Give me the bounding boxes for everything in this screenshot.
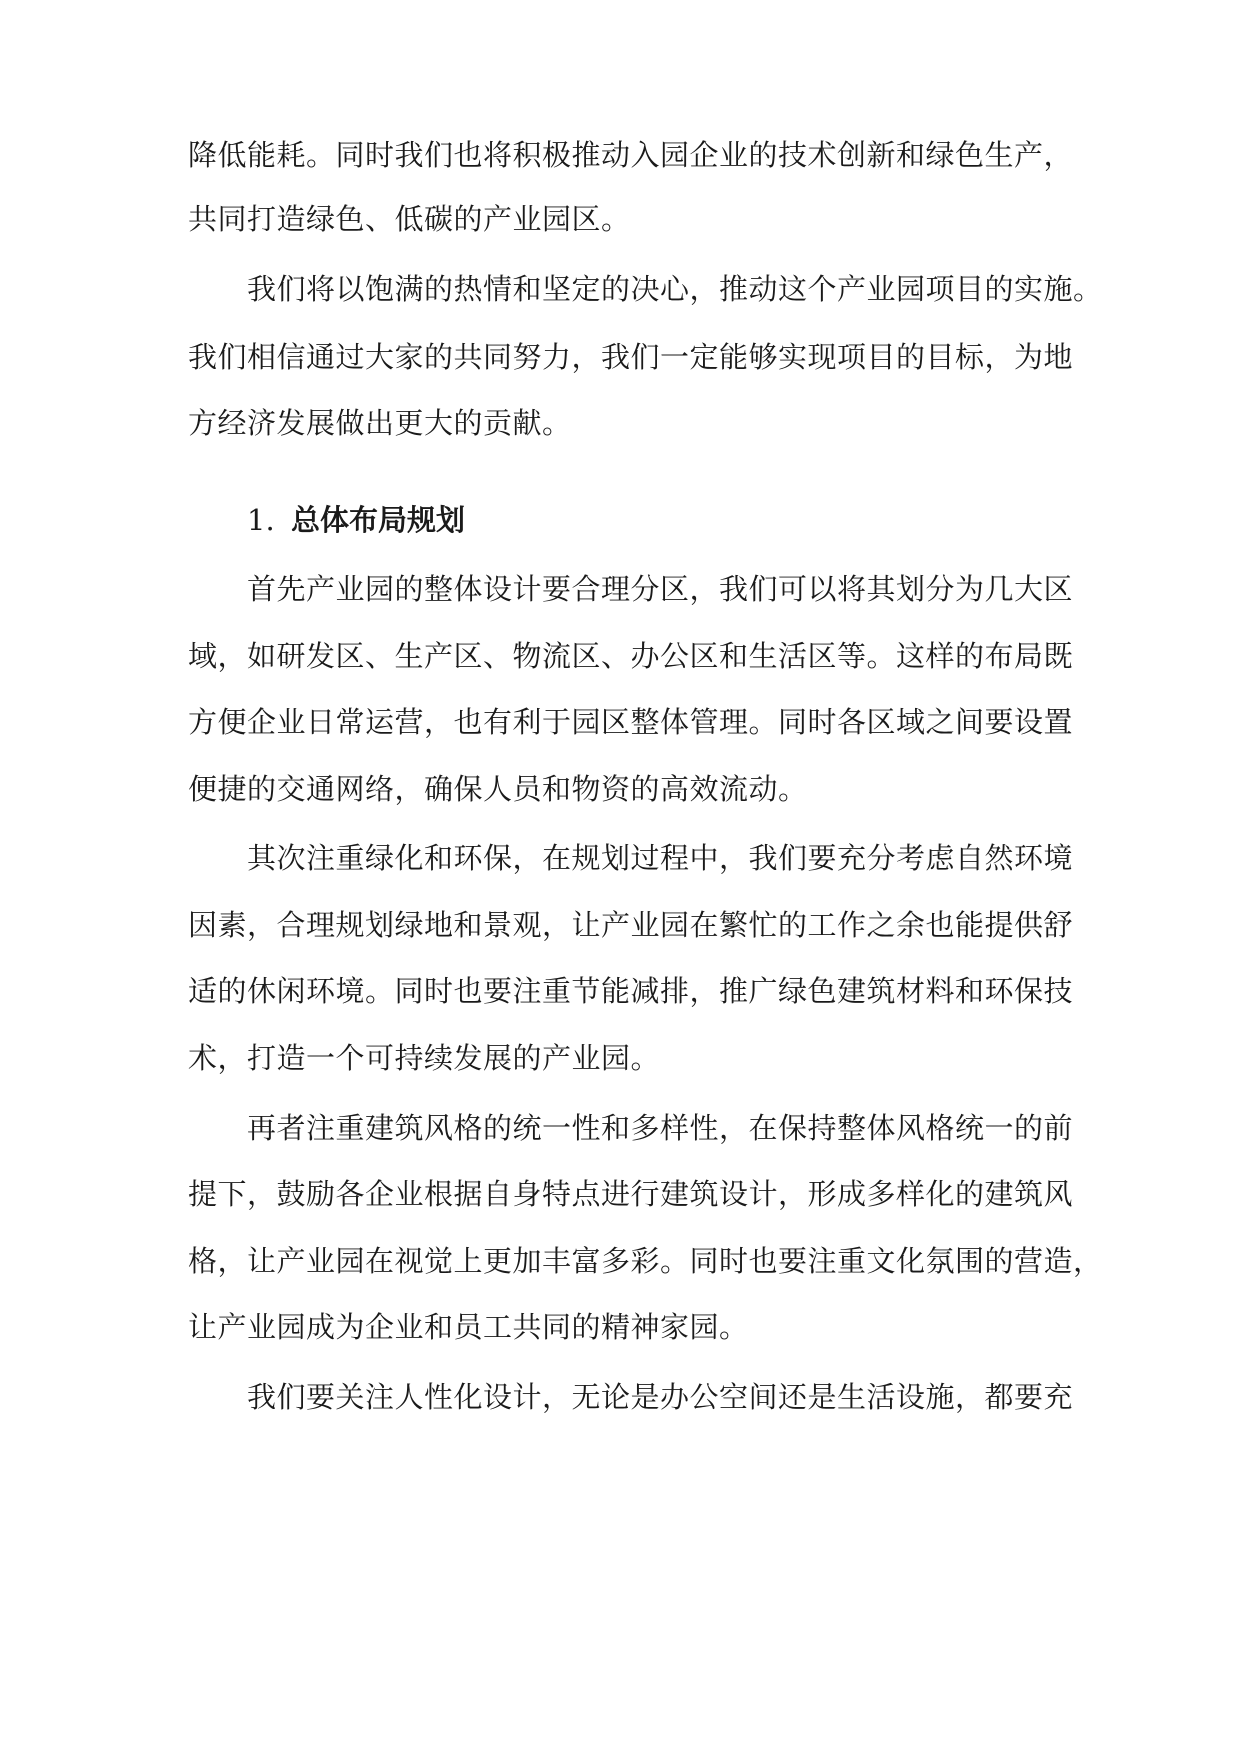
paragraph-line: 方便企业日常运营，也有利于园区整体管理。同时各区域之间要设置 — [188, 705, 1074, 739]
paragraph-line: 再者注重建筑风格的统一性和多样性，在保持整体风格统一的前 — [247, 1111, 1074, 1145]
paragraph-line: 格，让产业园在视觉上更加丰富多彩。同时也要注重文化氛围的营造， — [188, 1244, 1103, 1278]
section-heading — [247, 500, 465, 540]
section-title: 总体布局规划 — [291, 503, 466, 537]
paragraph-line: 方经济发展做出更大的贡献。 — [188, 406, 572, 440]
paragraph-line: 我们将以饱满的热情和坚定的决心，推动这个产业园项目的实施。 — [247, 272, 1103, 306]
paragraph-line: 适的休闲环境。同时也要注重节能减排，推广绿色建筑材料和环保技 — [188, 974, 1074, 1008]
section-number: 1. — [247, 503, 275, 537]
paragraph-line: 让产业园成为企业和员工共同的精神家园。 — [188, 1310, 749, 1344]
paragraph-line: 我们相信通过大家的共同努力，我们一定能够实现项目的目标，为地 — [188, 340, 1074, 374]
paragraph-line: 共同打造绿色、低碳的产业园区。 — [188, 202, 631, 236]
paragraph-line: 术，打造一个可持续发展的产业园。 — [188, 1041, 661, 1075]
paragraph-line: 首先产业园的整体设计要合理分区，我们可以将其划分为几大区 — [247, 572, 1074, 606]
paragraph-line: 域，如研发区、生产区、物流区、办公区和生活区等。这样的布局既 — [188, 639, 1074, 673]
paragraph-line: 提下，鼓励各企业根据自身特点进行建筑设计，形成多样化的建筑风 — [188, 1177, 1074, 1211]
paragraph-line: 我们要关注人性化设计，无论是办公空间还是生活设施，都要充 — [247, 1380, 1074, 1414]
paragraph-line: 降低能耗。同时我们也将积极推动入园企业的技术创新和绿色生产， — [188, 138, 1074, 172]
paragraph-line: 便捷的交通网络，确保人员和物资的高效流动。 — [188, 772, 808, 806]
paragraph-line: 因素，合理规划绿地和景观，让产业园在繁忙的工作之余也能提供舒 — [188, 908, 1074, 942]
paragraph-line: 其次注重绿化和环保，在规划过程中，我们要充分考虑自然环境 — [247, 841, 1074, 875]
